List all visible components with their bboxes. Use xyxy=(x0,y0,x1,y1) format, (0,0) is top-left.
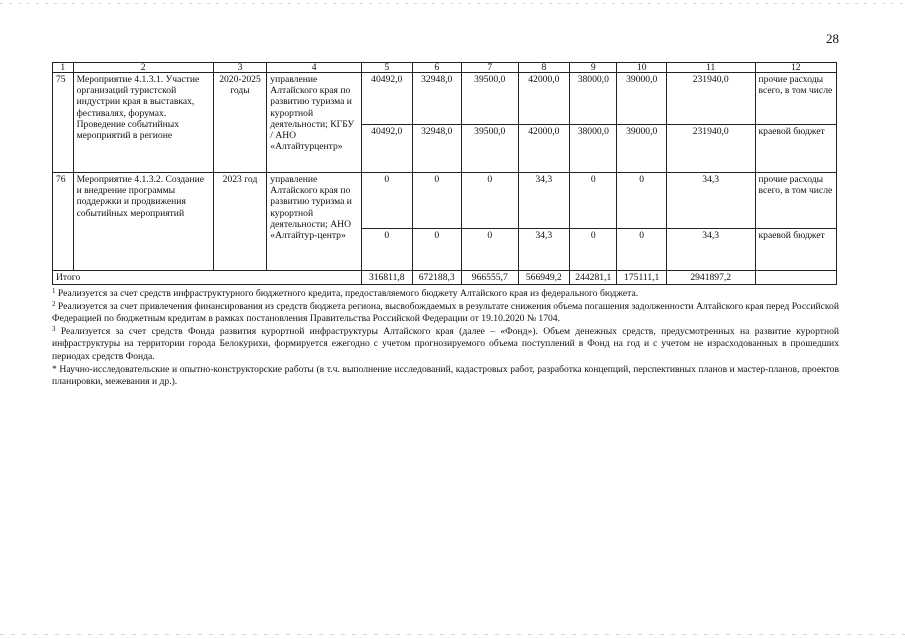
value-cell: 0 xyxy=(461,229,518,271)
page-number: 28 xyxy=(826,31,839,46)
funding-source: краевой бюджет xyxy=(755,229,837,271)
footnote-text: Реализуется за счет привлечения финансирования из средств бюджета региона, высвобождаемых в результате снижения объема погашения задолженности Алтайского края перед Российской Федерацией по бюджетным кредитам в рамках постановления Правительства Российской Федерации от 19.10.2020 № 1704. xyxy=(52,300,839,325)
value-cell: 0 xyxy=(362,173,412,229)
budget-table xyxy=(52,62,837,285)
value-cell: 34,3 xyxy=(666,173,755,229)
footnote-mark: 1 xyxy=(52,287,56,295)
value-cell: 0 xyxy=(362,229,412,271)
footnote xyxy=(52,301,839,326)
value-cell: 0 xyxy=(412,173,461,229)
footnote-mark: * xyxy=(52,363,57,375)
header-cell: 8 xyxy=(518,63,570,73)
header-cell: 11 xyxy=(666,63,755,73)
header-cell: 12 xyxy=(755,63,837,73)
total-row xyxy=(53,271,837,285)
total-value: 566949,2 xyxy=(518,271,570,285)
row-number: 76 xyxy=(53,173,74,271)
total-value: 175111,1 xyxy=(617,271,666,285)
measure-name: Мероприятие 4.1.3.1. Участие организаций туристской индустрии края в выставках, фестивалях, форумах. Проведение событийных мероприятий в регионе xyxy=(73,73,213,173)
value-cell: 32948,0 xyxy=(412,125,461,173)
value-cell: 34,3 xyxy=(666,229,755,271)
value-cell: 34,3 xyxy=(518,173,570,229)
value-cell: 39500,0 xyxy=(461,125,518,173)
footnote-mark: 2 xyxy=(52,299,56,308)
row-number: 75 xyxy=(53,73,74,173)
period: 2023 год xyxy=(213,173,267,271)
header-cell: 3 xyxy=(213,63,267,73)
header-cell: 10 xyxy=(617,63,666,73)
executor: управление Алтайского края по развитию туризма и курортной деятельности; КГБУ / АНО «Алтайтурцентр» xyxy=(267,73,362,173)
header-cell: 1 xyxy=(53,63,74,73)
value-cell: 231940,0 xyxy=(666,73,755,125)
total-value: 672188,3 xyxy=(412,271,461,285)
value-cell: 39000,0 xyxy=(617,125,666,173)
funding-source: прочие расходы всего, в том числе xyxy=(755,173,837,229)
footnote xyxy=(52,288,839,301)
executor: управление Алтайского края по развитию туризма и курортной деятельности; АНО «Алтайтур-центр» xyxy=(267,173,362,271)
value-cell: 42000,0 xyxy=(518,125,570,173)
empty-cell xyxy=(755,271,837,285)
value-cell: 38000,0 xyxy=(570,125,617,173)
total-value: 2941897,2 xyxy=(666,271,755,285)
value-cell: 34,3 xyxy=(518,229,570,271)
footnote-text: Реализуется за счет средств Фонда развития курортной инфраструктуры Алтайского края (далее – «Фонд»). Объем денежных средств, предусмотренных на развитие курортной инфраструктуры на территории города Белокурихи, формируется ежегодно с учетом прогнозируемого объема поступлений в Фонд на год и с учетом не израсходованных в прошедших периодах средств Фонда. xyxy=(52,325,840,362)
total-value: 244281,1 xyxy=(570,271,617,285)
value-cell: 0 xyxy=(617,229,666,271)
value-cell: 40492,0 xyxy=(362,125,412,173)
footnote xyxy=(52,326,839,364)
value-cell: 0 xyxy=(617,173,666,229)
funding-source: прочие расходы всего, в том числе xyxy=(755,73,837,125)
funding-source: краевой бюджет xyxy=(755,125,837,173)
value-cell: 39000,0 xyxy=(617,73,666,125)
header-cell: 9 xyxy=(570,63,617,73)
value-cell: 40492,0 xyxy=(362,73,412,125)
footnote xyxy=(52,364,839,389)
total-value: 316811,8 xyxy=(362,271,412,285)
table-row xyxy=(53,173,837,229)
footnote-text: Реализуется за счет средств инфраструктурного бюджетного кредита, предоставляемого бюджету Алтайского края из федерального бюджета. xyxy=(57,288,639,299)
value-cell: 0 xyxy=(570,229,617,271)
header-cell: 6 xyxy=(412,63,461,73)
header-cell: 2 xyxy=(73,63,213,73)
header-cell: 4 xyxy=(267,63,362,73)
period: 2020-2025 годы xyxy=(213,73,267,173)
total-value: 966555,7 xyxy=(461,271,518,285)
scan-artifact-bottom xyxy=(0,634,905,635)
total-label: Итого xyxy=(53,271,362,285)
value-cell: 39500,0 xyxy=(461,73,518,125)
header-row xyxy=(53,63,837,73)
footnote-mark: 3 xyxy=(52,324,56,333)
value-cell: 0 xyxy=(461,173,518,229)
value-cell: 231940,0 xyxy=(666,125,755,173)
value-cell: 0 xyxy=(412,229,461,271)
footnote-text: Научно-исследовательские и опытно-конструкторские работы (в т.ч. выполнение исследований, кадастровых работ, разработка концепций, перспективных планов и мастер-планов, проектов планировки, межевания и др.). xyxy=(52,363,840,388)
header-cell: 5 xyxy=(362,63,412,73)
value-cell: 42000,0 xyxy=(518,73,570,125)
scan-artifact-top xyxy=(0,3,905,4)
value-cell: 32948,0 xyxy=(412,73,461,125)
value-cell: 38000,0 xyxy=(570,73,617,125)
footnotes xyxy=(52,288,839,389)
header-cell: 7 xyxy=(461,63,518,73)
value-cell: 0 xyxy=(570,173,617,229)
table-row xyxy=(53,73,837,125)
measure-name: Мероприятие 4.1.3.2. Создание и внедрение программы поддержки и продвижения событийных мероприятий xyxy=(73,173,213,271)
